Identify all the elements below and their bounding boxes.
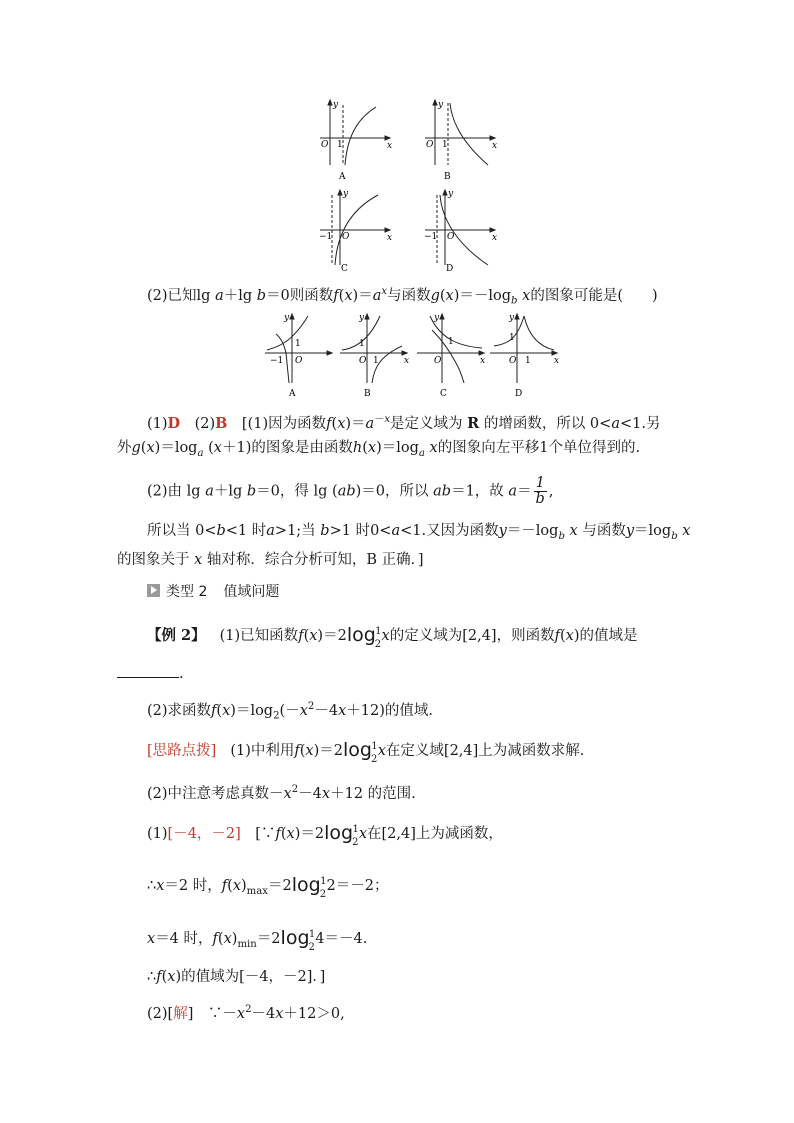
- label-y: y: [434, 313, 440, 323]
- section-type-2: 类型 2 值域问题: [147, 582, 279, 602]
- graph-1c: [320, 190, 393, 265]
- label-one: 1: [442, 140, 448, 150]
- label-one: 1: [359, 339, 365, 349]
- label-x: x: [480, 356, 486, 366]
- caption-c: C: [440, 389, 447, 399]
- example-2-blank: .: [117, 664, 184, 684]
- label-one: 1: [295, 339, 301, 349]
- label-y: y: [284, 313, 290, 323]
- graph-1b: [425, 100, 498, 165]
- fraction-1-over-b: $\frac{1}{b}$: [535, 475, 545, 507]
- label-x: x: [492, 141, 498, 151]
- label-x: x: [387, 141, 393, 151]
- answer-line-3: (2)由 lg a＋lg b＝0，得 lg (ab)＝0，所以 ab＝1，故 a＝ $\frac{1}{b}$ ,: [147, 475, 554, 507]
- figure-1: [310, 95, 500, 275]
- answer-blank: [117, 677, 179, 678]
- label-y: y: [448, 189, 454, 199]
- solution-line-5: (2)[解] $\because-x^2-4x+12>0$,: [147, 1004, 345, 1022]
- label-one: 1: [337, 140, 343, 150]
- graph-2c: [417, 314, 484, 383]
- example-2-line-2: (2)求函数$f(x)=\log_2(-x^2-4x+12)$的值域.: [147, 701, 433, 722]
- answer-line-4: 所以当 0<b<1 时a>1;当 b>1 时0<a<1.又因为函数$y=-\log_b$ x 与函数$y=\log_b$ x: [147, 523, 691, 542]
- caption-b: B: [444, 172, 451, 182]
- caption-d: D: [446, 264, 454, 274]
- question-2: (2)已知lg a＋lg b＝0则函数$f(x)=a^x$与函数$g(x)=-\log_b$ x的图象可能是( ): [147, 286, 658, 307]
- label-origin: O: [447, 232, 455, 242]
- play-triangle-icon: [147, 584, 160, 597]
- label-one-x: 1: [373, 356, 379, 366]
- label-neg1: −1: [319, 232, 333, 242]
- label-neg1: −1: [270, 356, 284, 366]
- graph-1d: [425, 190, 498, 265]
- caption-b: B: [364, 389, 371, 399]
- solution-line-1: (1)[－4，－2] [$\because f(x)=2\log_2^1x$在[2,4]上为减函数，: [147, 822, 503, 848]
- answer-line-5: 的图象关于 x 轴对称．综合分析可知，B 正确．]: [117, 552, 424, 568]
- label-x: x: [387, 233, 393, 243]
- caption-d: D: [515, 389, 523, 399]
- label-x: x: [554, 356, 560, 366]
- label-y: y: [438, 100, 444, 110]
- caption-a: A: [339, 172, 346, 182]
- graph-2d: [490, 314, 560, 383]
- answer-line-1: (1)D (2)B [(1)因为函数$f(x)=a^{-x}$是定义域为 R 的增函数，所以 0<a<1.另: [147, 414, 661, 432]
- label-y: y: [333, 100, 339, 110]
- label-one-x: 1: [525, 356, 531, 366]
- graph-1a: [320, 100, 393, 165]
- label-origin: O: [509, 356, 517, 366]
- label-one: 1: [448, 337, 454, 347]
- figure-2: [262, 308, 562, 400]
- label-origin: O: [295, 356, 303, 366]
- answer-line-2: 外$g(x)=\log_a$ (x＋1)的图象是由函数$h(x)=\log_a$ x的图象向左平移1个单位得到的.: [117, 440, 641, 459]
- caption-c: C: [341, 264, 348, 274]
- label-neg1: −1: [424, 232, 438, 242]
- label-x: x: [492, 233, 498, 243]
- label-origin: O: [321, 140, 329, 150]
- label-origin: O: [342, 232, 350, 242]
- solution-line-4: ∴f(x)的值域为[－4，－2]．]: [147, 969, 326, 985]
- solution-line-2: ∴x＝2 时，$f(x)_{max}=2\log_2^12=-2$；: [147, 874, 389, 900]
- example-2-line-1: 【例 2】 (1)已知函数$f(x)=2\log_2^1x$的定义域为[2,4]，则函数f(x)的值域是: [147, 624, 638, 650]
- label-y: y: [343, 189, 349, 199]
- label-origin: O: [426, 140, 434, 150]
- label-origin: O: [359, 356, 367, 366]
- label-y: y: [509, 313, 515, 323]
- caption-a: A: [289, 389, 296, 399]
- hint-line-1: [思路点拨] (1)中利用$f(x)=2\log_2^1x$在定义域[2,4]上为减函数求解.: [147, 739, 585, 765]
- label-x: x: [404, 356, 410, 366]
- hint-line-2: (2)中注意考虑真数$-x^2-4x+12$ 的范围.: [147, 784, 416, 802]
- label-one: 1: [509, 333, 515, 343]
- label-y: y: [359, 313, 365, 323]
- graph-2b: [340, 314, 410, 383]
- solution-line-3: x＝4 时，$f(x)_{min}=2\log_2^14=-4$.: [147, 927, 368, 953]
- label-origin: O: [434, 356, 442, 366]
